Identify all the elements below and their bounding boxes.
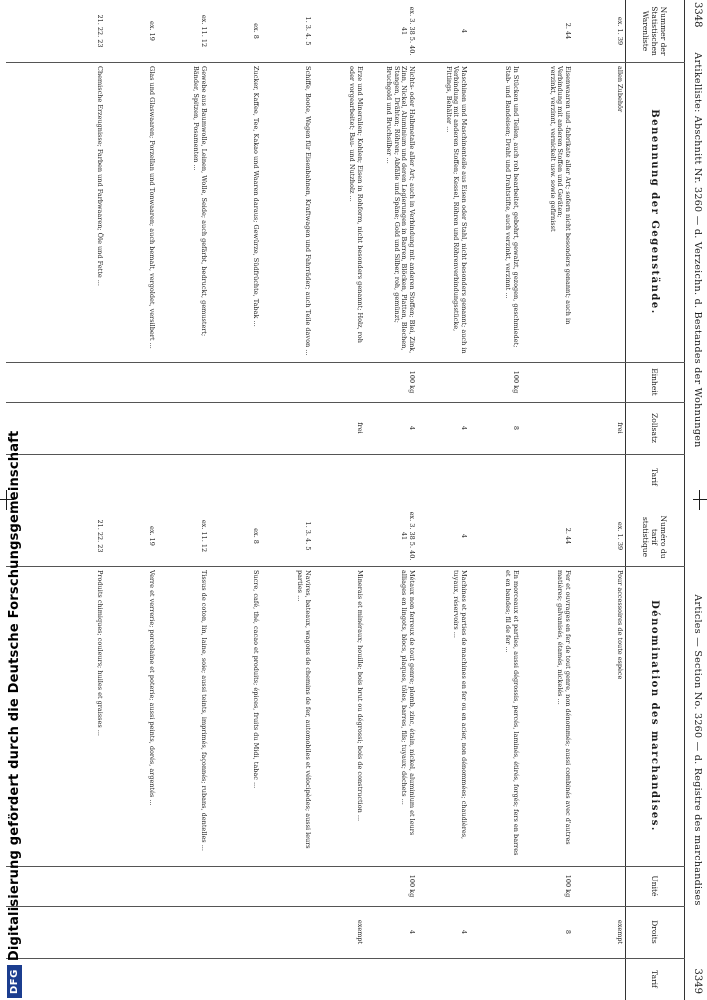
row-number xyxy=(469,508,519,564)
row-number: 2. 44 xyxy=(564,22,572,40)
table-row xyxy=(573,500,623,1000)
header-duty: Droits xyxy=(650,920,660,944)
credit-strip xyxy=(0,0,28,1000)
row-duty xyxy=(261,404,311,452)
row-description: Schiffe, Boote, Wagen für Eisenbahnen, Kraftwagen und Fahrräder; auch Teile davon ... xyxy=(304,66,312,356)
row-unit xyxy=(417,364,467,400)
table-row xyxy=(521,0,571,500)
table-row xyxy=(573,0,623,500)
page-number: 3348 xyxy=(692,2,703,28)
table-row xyxy=(157,0,207,500)
row-description: Verre et verrerie; porcelaine et poterie; aussi peints, dorés, argentés ... xyxy=(148,570,156,806)
row-unit: 100 kg xyxy=(408,370,416,394)
header-description: Benennung der Gegenstände. xyxy=(649,109,661,315)
table-row xyxy=(313,0,363,500)
table-header xyxy=(625,500,685,1000)
table-header xyxy=(625,0,685,500)
credit-line xyxy=(0,0,28,1000)
row-number: ex. 8 xyxy=(252,528,260,544)
row-number: ex. 8 xyxy=(252,23,260,39)
table-row xyxy=(261,500,311,1000)
header-tariff: Tarif xyxy=(650,970,660,988)
table-row xyxy=(417,500,467,1000)
row-duty xyxy=(53,404,103,452)
dfg-logo: DFG xyxy=(7,965,22,998)
row-description: Pour accessoires de toute espèce xyxy=(616,570,624,680)
page-title: Articles — Section No. 3260 — d. Registre des marchandises xyxy=(692,594,703,906)
table-body xyxy=(6,500,623,1000)
row-unit xyxy=(209,364,259,400)
table-row xyxy=(365,0,415,500)
row-number: ex. 3. 38 5. 40. 41 xyxy=(400,6,416,56)
table-row xyxy=(105,0,155,500)
row-description: Nichts- oder Halbmetalle aller Art; auch in Verbindung mit anderen Stoffen; Blei, Zink, Zinn, Nickel, Aluminium und deren Legierungen in Barren, Blöcken, Platten, Blechen, Stangen, Drähten; Röhren; Abfälle und Späne; Gold und Silber, roh, gemünzt; Bruchgold und Bruchsilber ... xyxy=(385,66,416,356)
row-unit xyxy=(521,364,571,400)
row-number: ex. 19 xyxy=(148,526,156,546)
header-description: Dénomination des marchandises. xyxy=(649,600,661,832)
row-number: ex. 11. 12 xyxy=(200,14,208,48)
row-description: Glas und Glaswaaren; Porzellan und Tonwaaren; auch bemalt, vergoldet, versilbert ... xyxy=(148,66,156,349)
row-duty: 4 xyxy=(408,425,416,431)
table-row xyxy=(209,500,259,1000)
row-duty xyxy=(209,404,259,452)
row-duty: frei xyxy=(616,422,624,434)
row-description: Maschinen und Maschinenteile aus Eisen oder Stahl, nicht besonders genannt; auch in Verbindung mit anderen Stoffen; Kessel, Röhren und Röhrenverbindungsstücke, Fittings, Behälter ... xyxy=(444,66,468,356)
row-unit xyxy=(105,364,155,400)
row-description: Erze und Mineralien; Kohlen; Eisen in Rohform, nicht besonders genannt; Holz, roh oder vorgearbeitet; Bau- und Nutzholz ... xyxy=(348,66,364,345)
header-number: Numéro du tarif statistique xyxy=(641,515,669,559)
row-number xyxy=(313,2,363,60)
table-row xyxy=(521,500,571,1000)
crop-mark xyxy=(699,490,700,510)
row-number: ex. 1. 39 xyxy=(616,16,624,46)
row-description: Minerais et minéraux; houille; bois brut ou dégrossi; bois de construction ... xyxy=(356,570,364,822)
row-unit xyxy=(105,868,155,904)
row-unit: 100 kg xyxy=(408,874,416,898)
row-duty xyxy=(157,908,207,956)
row-duty xyxy=(469,908,519,956)
row-number xyxy=(469,2,519,60)
row-unit xyxy=(573,868,623,904)
row-unit xyxy=(209,868,259,904)
row-number xyxy=(313,508,363,564)
row-unit xyxy=(261,364,311,400)
credit-text: Digitalisierung gefördert durch die Deutsche Forschungsgemeinschaft xyxy=(6,430,22,962)
row-description: Fer et ouvrages en fer de tout genre, non dénommés; aussi combinés avec d'autres matières; galvanisés, étamés, nickelés ... xyxy=(556,570,572,847)
row-description: Chemische Erzeugnisse; Farben und Farbwaaren; Öle und Fette ... xyxy=(96,66,104,286)
row-duty xyxy=(521,404,571,452)
table-row xyxy=(209,0,259,500)
page-number: 3349 xyxy=(692,968,703,994)
table-row xyxy=(469,0,519,500)
row-number: 21. 22. 23 xyxy=(96,14,104,48)
row-number: ex. 1. 39 xyxy=(616,521,624,551)
row-duty: 8 xyxy=(512,425,520,431)
row-duty xyxy=(209,908,259,956)
table-row xyxy=(313,500,363,1000)
header-unit: Unité xyxy=(650,875,660,897)
row-duty xyxy=(105,404,155,452)
row-duty xyxy=(261,908,311,956)
row-duty: exempt xyxy=(356,919,364,945)
row-number: ex. 11. 12 xyxy=(200,519,208,553)
row-duty: exempt xyxy=(616,919,624,945)
row-description: allen Zubehör xyxy=(616,66,624,113)
row-unit xyxy=(469,868,519,904)
right-page xyxy=(0,500,707,1000)
row-description: Gewebe aus Baumwolle, Leinen, Wolle, Seide; auch gefärbt, bedruckt, gemustert; Bänder, Spitzen, Posamenten ... xyxy=(192,66,208,339)
row-duty xyxy=(53,908,103,956)
row-description: Eisenwaaren und -fabrikate aller Art; sofern nicht besonders genannt; auch in Verbindung mit anderen Stoffen und Geräten; verzinkt, verzinnt, vernickelt usw. sowie gefirnisst xyxy=(548,66,572,325)
header-unit: Einheit xyxy=(650,368,660,396)
row-description: Sucre, café, thé, cacao et produits; épices, fruits du Midi, tabac ... xyxy=(252,570,260,789)
row-unit xyxy=(157,364,207,400)
row-description: En morceaux et parties, aussi dégrossis, percés, laminés, étirés, forgés; fers en barres et en bandes; fil de fer ... xyxy=(504,570,520,858)
header-tariff: Tarif xyxy=(650,468,660,486)
table-row xyxy=(53,500,103,1000)
row-unit xyxy=(261,868,311,904)
row-duty: 8 xyxy=(564,929,572,935)
row-description: In Stücken und Teilen, auch roh bearbeitet, gebohrt, gewalzt, gezogen, geschmiedet; Stab- und Bandeisen; Draht und Drahtstifte, auch verzinkt, verzinnt ... xyxy=(504,66,520,350)
table-body xyxy=(6,0,623,500)
row-number: 4 xyxy=(460,533,468,539)
row-description: Tissus de coton, lin, laine, soie; aussi teints, imprimés, façonnés; rubans, dentelles ... xyxy=(200,570,208,851)
crop-mark xyxy=(693,499,707,500)
table-row xyxy=(261,0,311,500)
row-unit xyxy=(53,868,103,904)
row-duty: 4 xyxy=(460,929,468,935)
header-duty: Zollsatz xyxy=(650,413,660,443)
row-number: 21. 22. 23 xyxy=(96,519,104,553)
row-duty: 4 xyxy=(408,929,416,935)
row-number: ex. 3. 38 5. 40. 41 xyxy=(400,511,416,561)
row-duty: 4 xyxy=(460,425,468,431)
row-unit xyxy=(417,868,467,904)
row-unit xyxy=(157,868,207,904)
table-row xyxy=(105,500,155,1000)
row-description: Métaux non ferreux de tout genre; plomb, zinc, étain, nickel, aluminium et leurs alliages en lingots, blocs, plaques, tôles, barres, fils; tuyaux; déchets ... xyxy=(400,570,416,838)
row-number: 1. 3. 4. 5 xyxy=(304,16,312,46)
row-unit xyxy=(53,364,103,400)
row-description: Zucker, Kaffee, Tee, Kakao und Waaren daraus; Gewürze, Südfrüchte, Tabak ... xyxy=(252,66,260,327)
table-row xyxy=(53,0,103,500)
row-duty: frei xyxy=(356,422,364,434)
page-title: Artikelliste: Abschnitt Nr. 3260 — d. Verzeichn. d. Bestandes der Wohnungen xyxy=(692,52,703,448)
row-number: ex. 19 xyxy=(148,21,156,41)
row-unit xyxy=(573,364,623,400)
row-number: 4 xyxy=(460,28,468,34)
row-number: 2. 44 xyxy=(564,527,572,545)
table-row xyxy=(365,500,415,1000)
row-unit xyxy=(313,364,363,400)
table-row xyxy=(469,500,519,1000)
row-duty xyxy=(105,908,155,956)
table-row xyxy=(417,0,467,500)
row-number: 1. 3. 4. 5 xyxy=(304,521,312,551)
row-description: Produits chimiques; couleurs; huiles et graisses ... xyxy=(96,570,104,736)
row-description: Navires, bateaux, wagons de chemins de fer, automobiles et vélocipèdes; aussi leurs parties ... xyxy=(296,570,312,851)
row-duty xyxy=(157,404,207,452)
row-description: Machines et parties de machines en fer ou en acier, non dénommées; chaudières, tuyaux, réservoirs ... xyxy=(452,570,468,842)
row-unit: 100 kg xyxy=(512,370,520,394)
row-unit xyxy=(313,868,363,904)
row-unit: 100 kg xyxy=(564,874,572,898)
header-number: Nummer der Statistischen Warenliste xyxy=(641,6,669,56)
table-row xyxy=(157,500,207,1000)
